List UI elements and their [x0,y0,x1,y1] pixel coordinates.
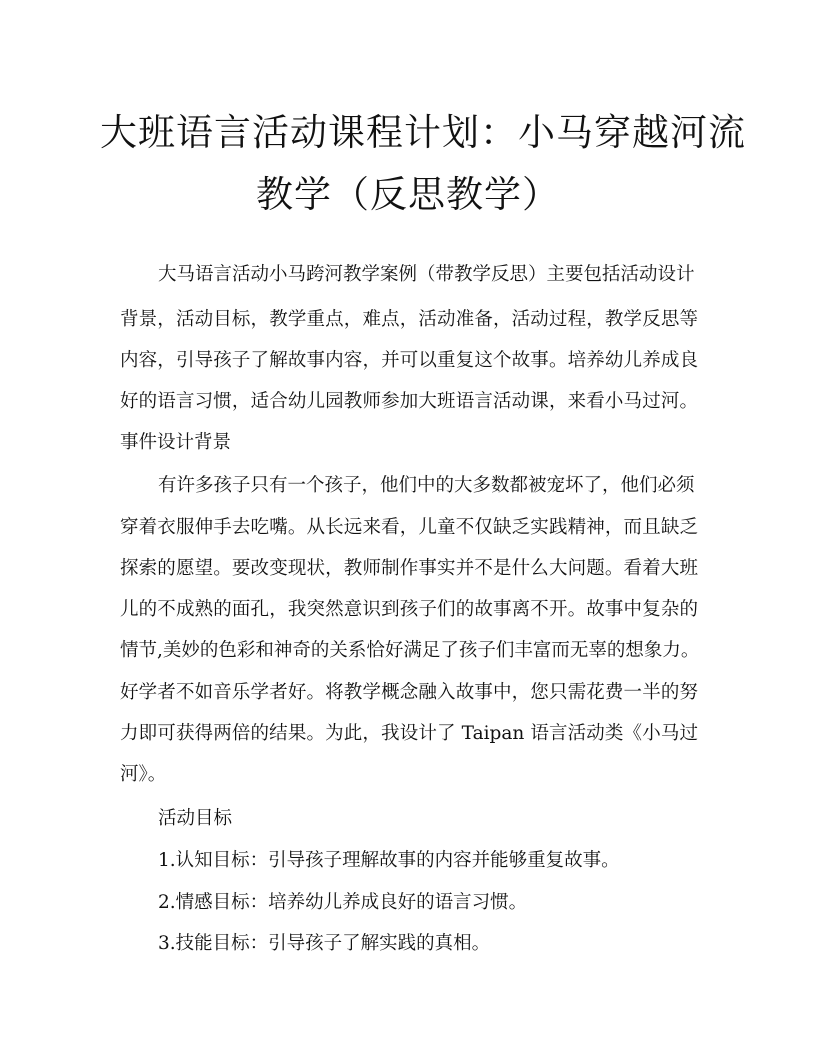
section-heading-background: 事件设计背景 [120,432,232,453]
background-line-8: 河》。 [120,764,167,785]
background-line-1: 有许多孩子只有一个孩子，他们中的大多数都被宠坏了，他们必须 [158,475,695,496]
background-line-2: 穿着衣服伸手去吃嘴。从长远来看，儿童不仅缺乏实践精神，而且缺乏 [120,517,698,538]
intro-line-3: 内容，引导孩子了解故事内容，并可以重复这个故事。培养幼儿养成良 [120,350,698,371]
background-line-3: 探索的愿望。要改变现状，教师制作事实并不是什么大问题。看着大班 [120,558,698,579]
background-line-6: 好学者不如音乐学者好。将教学概念融入故事中，您只需花费一半的努 [120,682,698,703]
background-line-4: 儿的不成熟的面孔，我突然意识到孩子们的故事离不开。故事中复杂的 [120,599,698,620]
background-line-7: 力即可获得两倍的结果。为此，我设计了 Taipan 语言活动类《小马过 [120,723,698,744]
section-heading-goals: 活动目标 [158,808,233,829]
intro-line-1: 大马语言活动小马跨河教学案例（带教学反思）主要包括活动设计 [158,264,695,285]
goal-item-1: 1.认知目标：引导孩子理解故事的内容并能够重复故事。 [158,850,620,871]
document-title-line-2: 教学（反思教学） [256,173,560,216]
goal-item-2: 2.情感目标：培养幼儿养成良好的语言习惯。 [158,892,528,913]
background-line-5: 情节,美妙的色彩和神奇的关系恰好满足了孩子们丰富而无辜的想象力。 [120,640,700,661]
goal-item-3: 3.技能目标：引导孩子了解实践的真相。 [158,933,491,954]
intro-line-4: 好的语言习惯，适合幼儿园教师参加大班语言活动课，来看小马过河。 [120,391,698,412]
document-title-line-1: 大班语言活动课程计划：小马穿越河流 [100,111,746,154]
intro-line-2: 背景，活动目标，教学重点，难点，活动准备，活动过程，教学反思等 [120,309,698,330]
